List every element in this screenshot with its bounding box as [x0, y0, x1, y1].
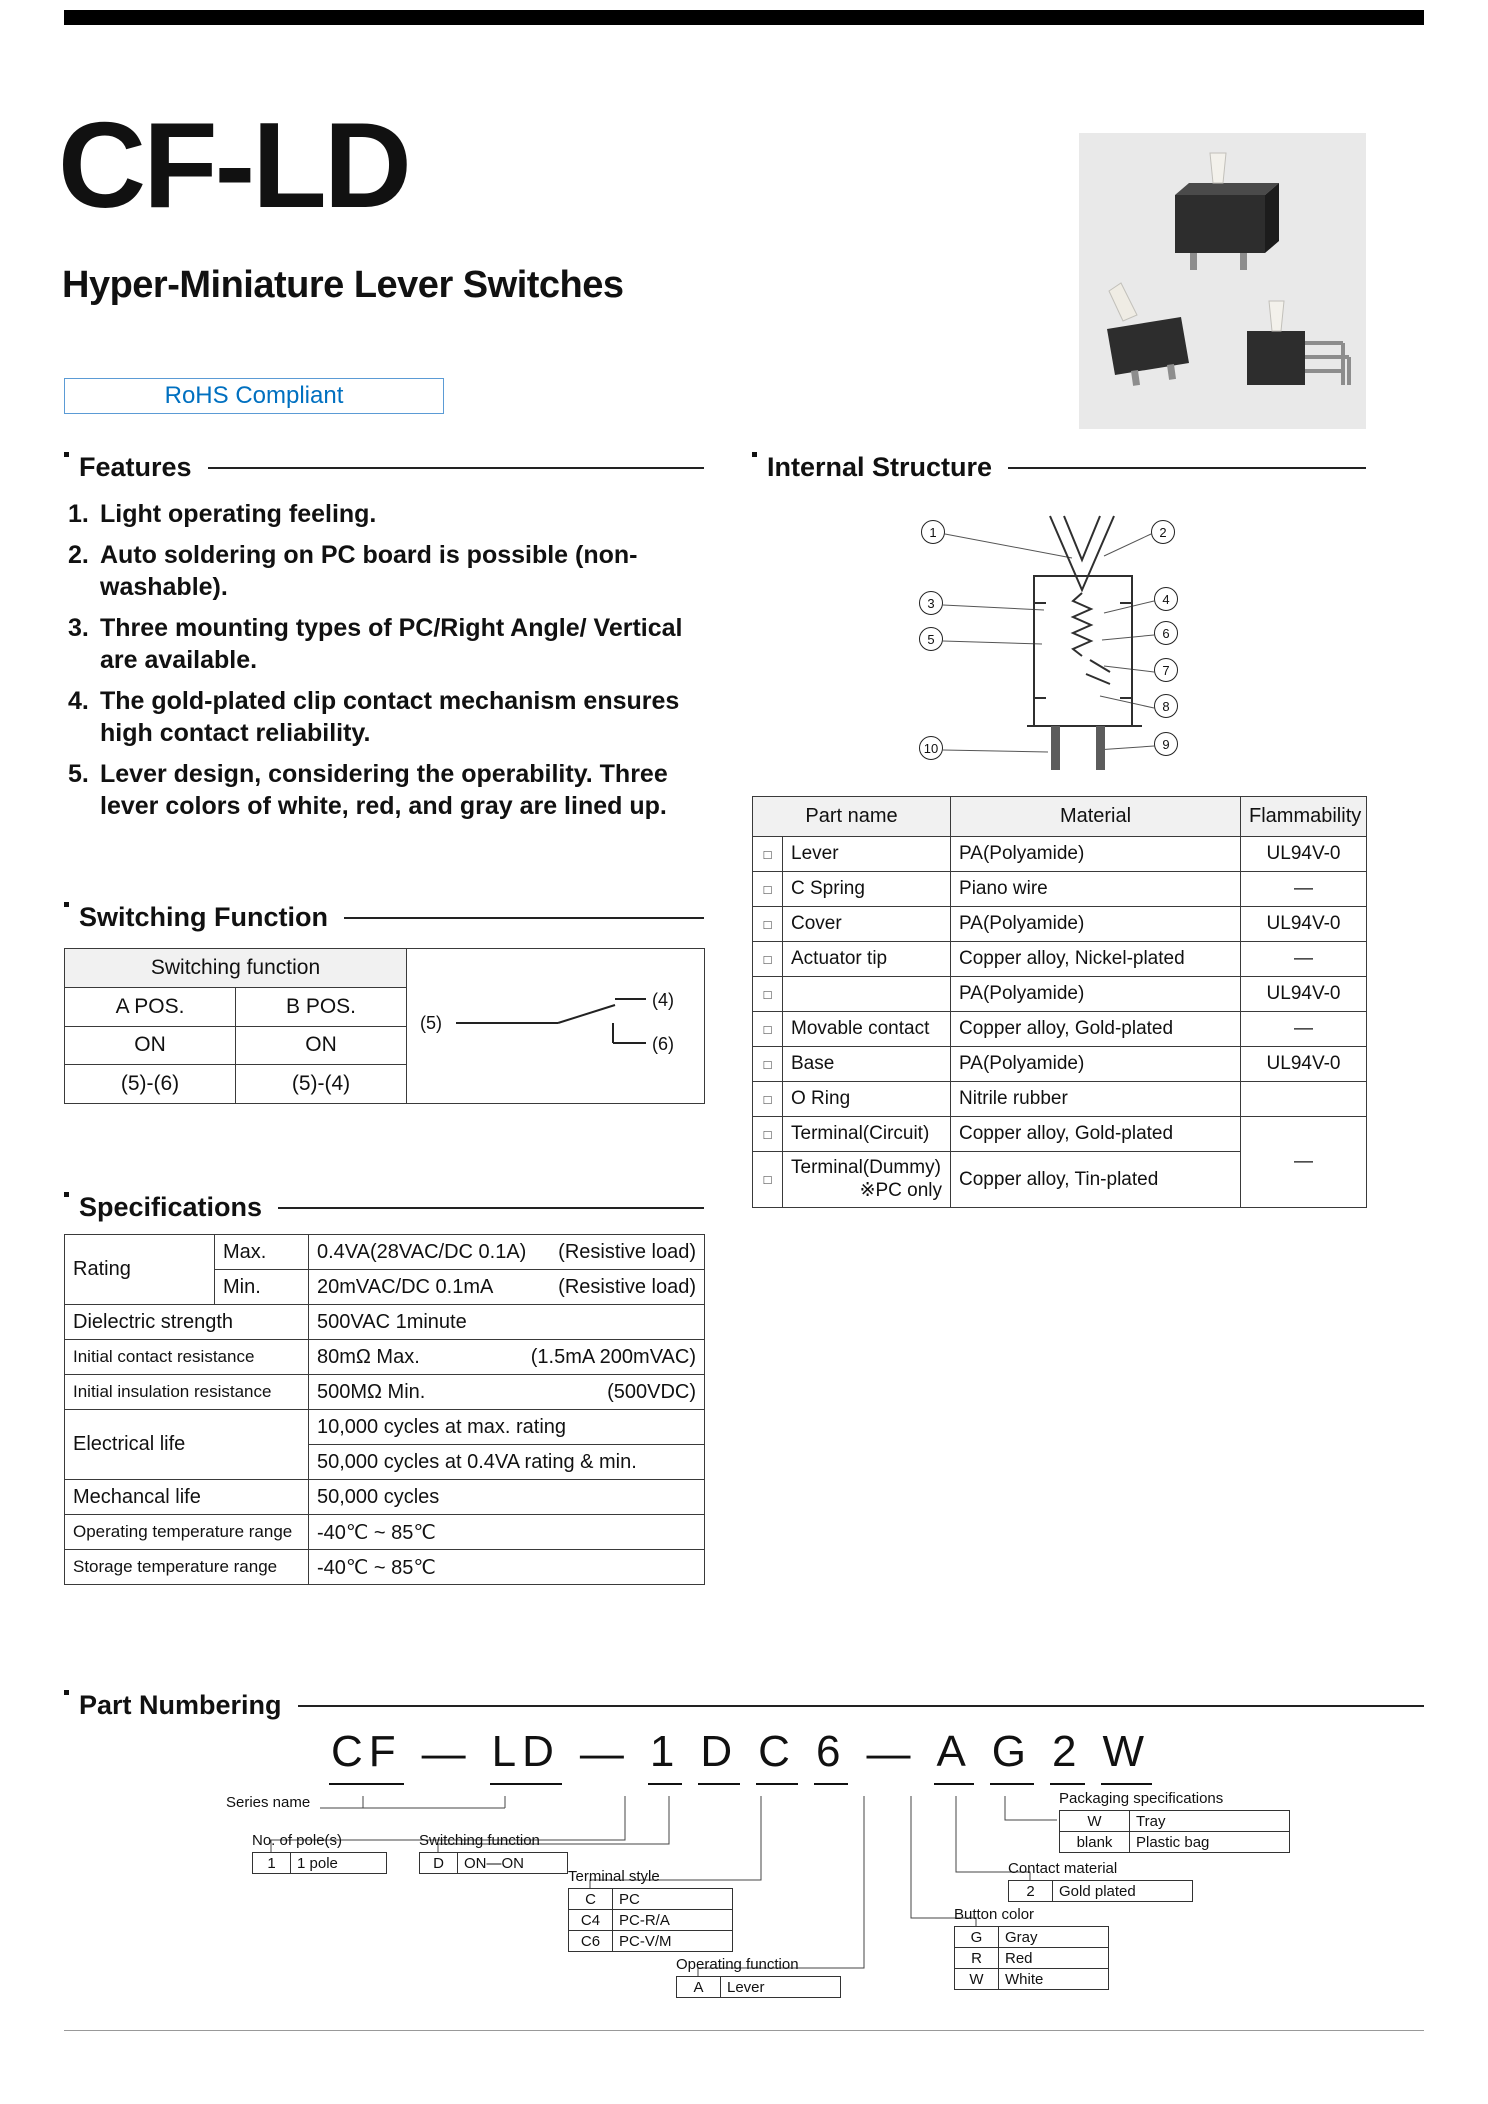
callout-5: 5	[919, 627, 943, 651]
row-marker: □	[753, 1047, 783, 1082]
row-marker: □	[753, 1152, 783, 1208]
table-row	[569, 1910, 733, 1931]
code-segment: 2	[1050, 1730, 1084, 1785]
table-row	[65, 1375, 705, 1410]
table-row	[65, 1340, 705, 1375]
part-name: Terminal(Circuit)	[783, 1117, 951, 1152]
table-row	[65, 1305, 705, 1340]
feature-text: The gold-plated clip contact mechanism ensures high contact reliability.	[100, 686, 680, 747]
part-name	[783, 1152, 951, 1208]
internal-structure-diagram	[752, 498, 1366, 790]
table-row	[65, 1480, 705, 1515]
desc-cell: PC-R/A	[613, 1910, 733, 1931]
part-name	[783, 977, 951, 1012]
mechanical-life-value: 50,000 cycles	[309, 1480, 705, 1515]
table-row	[753, 977, 1367, 1012]
callout-6: 6	[1154, 621, 1178, 645]
feature-number: 1.	[68, 500, 89, 528]
heading-bullet	[64, 1690, 69, 1695]
heading-bullet	[64, 452, 69, 457]
pos-b-pins: (5)-(4)	[236, 1065, 407, 1104]
material: Copper alloy, Gold-plated	[951, 1117, 1241, 1152]
flammability: —	[1241, 1117, 1367, 1208]
code-segment: D	[698, 1730, 740, 1785]
series-name-label: Series name	[226, 1794, 311, 1811]
code-cell: G	[955, 1927, 999, 1948]
schematic-pin5-label: (5)	[419, 1013, 442, 1033]
code-segment: G	[990, 1730, 1034, 1785]
switch-illustration	[1079, 133, 1366, 429]
contact-material-label: Contact material	[1008, 1860, 1118, 1877]
part-name: Cover	[783, 907, 951, 942]
code-segment: CF	[329, 1730, 404, 1785]
flammability: —	[1241, 872, 1367, 907]
part-name: Actuator tip	[783, 942, 951, 977]
table-row	[420, 1853, 568, 1874]
callout-3: 3	[919, 591, 943, 615]
row-marker: □	[753, 1082, 783, 1117]
col-material: Material	[951, 797, 1241, 837]
flammability: UL94V-0	[1241, 977, 1367, 1012]
contact-resistance-value	[309, 1340, 705, 1375]
feature-item	[68, 758, 698, 823]
code-cell: 1	[253, 1853, 291, 1874]
switching-label: Switching function	[419, 1832, 540, 1849]
insulation-resistance-value	[309, 1375, 705, 1410]
min-value	[309, 1270, 705, 1305]
top-rule	[64, 10, 1424, 25]
feature-text: Three mounting types of PC/Right Angle/ Vertical are available.	[100, 613, 683, 674]
feature-number: 5.	[68, 759, 89, 788]
table-row	[955, 1948, 1109, 1969]
row-marker: □	[753, 907, 783, 942]
product-series-title: CF-LD	[58, 97, 409, 233]
schematic-pin4-label: (4)	[651, 990, 674, 1010]
desc-cell: Red	[999, 1948, 1109, 1969]
table-row	[569, 1931, 733, 1952]
contact-resistance-label: Initial contact resistance	[65, 1340, 309, 1375]
code-cell: C4	[569, 1910, 613, 1931]
table-row	[753, 837, 1367, 872]
pos-a-pins: (5)-(6)	[65, 1065, 236, 1104]
part-name: Movable contact	[783, 1012, 951, 1047]
code-segment: W	[1101, 1730, 1153, 1785]
poles-table	[252, 1852, 387, 1874]
switching-table	[419, 1852, 568, 1874]
col-part-name: Part name	[753, 797, 951, 837]
heading-rule	[344, 917, 704, 919]
feature-number: 3.	[68, 613, 89, 642]
part-name: Lever	[783, 837, 951, 872]
callout-4: 4	[1154, 587, 1178, 611]
flammability: —	[1241, 942, 1367, 977]
poles-label: No. of pole(s)	[252, 1832, 343, 1849]
insulation-resistance-note: (500VDC)	[607, 1380, 696, 1403]
features-list	[68, 498, 698, 831]
pos-a-state: ON	[65, 1026, 236, 1065]
heading-bullet	[64, 1192, 69, 1197]
button-color-table	[954, 1926, 1109, 1990]
row-marker: □	[753, 977, 783, 1012]
callout-10: 10	[919, 736, 943, 760]
parts-material-table	[752, 796, 1367, 1208]
row-marker: □	[753, 1012, 783, 1047]
max-value	[309, 1235, 705, 1270]
callout-2: 2	[1151, 520, 1175, 544]
storage-temp-label: Storage temperature range	[65, 1550, 309, 1585]
flammability	[1241, 1082, 1367, 1117]
internal-structure-heading-label: Internal Structure	[767, 452, 993, 482]
desc-cell: Plastic bag	[1130, 1832, 1290, 1853]
heading-rule	[298, 1705, 1424, 1707]
part-numbering-section	[64, 1690, 1424, 2030]
material: PA(Polyamide)	[951, 907, 1241, 942]
product-photo	[1079, 133, 1366, 429]
row-marker: □	[753, 1117, 783, 1152]
part-name-line1: Terminal(Dummy)	[791, 1157, 941, 1178]
code-dash: —	[866, 1729, 917, 1778]
part-name: Base	[783, 1047, 951, 1082]
switching-function-title-cell: Switching function	[65, 949, 407, 988]
bottom-rule	[64, 2030, 1424, 2031]
table-row	[1009, 1881, 1193, 1902]
code-cell: A	[677, 1977, 721, 1998]
table-row	[65, 949, 705, 988]
feature-number: 2.	[68, 540, 89, 569]
table-row	[753, 1117, 1367, 1152]
electrical-life-label: Electrical life	[65, 1410, 309, 1480]
material: Copper alloy, Gold-plated	[951, 1012, 1241, 1047]
desc-cell: PC	[613, 1889, 733, 1910]
schematic-pin6-label: (6)	[651, 1034, 674, 1054]
min-value-main: 20mVAC/DC 0.1mA	[317, 1275, 494, 1298]
part-numbering-heading	[64, 1690, 1424, 1721]
table-row	[253, 1853, 387, 1874]
code-segment: 6	[814, 1730, 848, 1785]
part-name: C Spring	[783, 872, 951, 907]
button-color-label: Button color	[954, 1906, 1035, 1923]
table-row	[955, 1927, 1109, 1948]
terminal-style-table	[568, 1888, 733, 1952]
packaging-table	[1059, 1810, 1290, 1853]
rating-label: Rating	[65, 1235, 215, 1305]
dielectric-value: 500VAC 1minute	[309, 1305, 705, 1340]
feature-text: Lever design, considering the operability. Three lever colors of white, red, and gray are lined up.	[100, 759, 668, 820]
table-row	[1060, 1832, 1290, 1853]
contact-resistance-note: (1.5mA 200mVAC)	[530, 1345, 696, 1368]
code-segment: 1	[648, 1730, 682, 1785]
terminal-style-label: Terminal style	[568, 1868, 660, 1885]
callout-7: 7	[1154, 658, 1178, 682]
feature-item	[68, 539, 698, 604]
heading-rule	[278, 1207, 704, 1209]
max-label: Max.	[215, 1235, 309, 1270]
table-row	[753, 1012, 1367, 1047]
code-segment: C	[756, 1730, 798, 1785]
switching-function-heading	[64, 902, 704, 933]
table-row	[753, 1047, 1367, 1082]
material: PA(Polyamide)	[951, 837, 1241, 872]
material: Copper alloy, Tin-plated	[951, 1152, 1241, 1208]
table-row	[65, 1550, 705, 1585]
product-subtitle: Hyper-Miniature Lever Switches	[62, 264, 624, 306]
packaging-label: Packaging specifications	[1059, 1790, 1224, 1807]
material: Nitrile rubber	[951, 1082, 1241, 1117]
code-cell: C6	[569, 1931, 613, 1952]
row-marker: □	[753, 942, 783, 977]
min-label: Min.	[215, 1270, 309, 1305]
operating-function-table	[676, 1976, 841, 1998]
contact-resistance-main: 80mΩ Max.	[317, 1345, 420, 1368]
contact-material-table	[1008, 1880, 1193, 1902]
feature-item	[68, 612, 698, 677]
circuit-schematic-cell	[407, 949, 705, 1104]
insulation-resistance-label: Initial insulation resistance	[65, 1375, 309, 1410]
dielectric-label: Dielectric strength	[65, 1305, 309, 1340]
code-cell: blank	[1060, 1832, 1130, 1853]
operating-temp-label: Operating temperature range	[65, 1515, 309, 1550]
part-numbering-heading-label: Part Numbering	[79, 1690, 282, 1720]
storage-temp-value: -40℃ ~ 85℃	[309, 1550, 705, 1585]
rohs-badge	[64, 378, 444, 414]
flammability: —	[1241, 1012, 1367, 1047]
table-row	[569, 1889, 733, 1910]
desc-cell: Gray	[999, 1927, 1109, 1948]
table-row	[955, 1969, 1109, 1990]
max-value-main: 0.4VA(28VAC/DC 0.1A)	[317, 1240, 527, 1263]
desc-cell: 1 pole	[291, 1853, 387, 1874]
pos-a-header: A POS.	[65, 987, 236, 1026]
callout-1: 1	[921, 520, 945, 544]
code-cell: W	[955, 1969, 999, 1990]
min-value-note: (Resistive load)	[558, 1275, 696, 1298]
pos-b-header: B POS.	[236, 987, 407, 1026]
code-dash: —	[579, 1729, 630, 1778]
code-cell: C	[569, 1889, 613, 1910]
row-marker: □	[753, 837, 783, 872]
insulation-resistance-main: 500MΩ Min.	[317, 1380, 426, 1403]
callout-8: 8	[1154, 694, 1178, 718]
table-header-row	[753, 797, 1367, 837]
specifications-heading-label: Specifications	[79, 1192, 263, 1222]
spdt-circuit-schematic	[408, 949, 704, 1097]
operating-temp-value: -40℃ ~ 85℃	[309, 1515, 705, 1550]
feature-number: 4.	[68, 686, 89, 715]
row-marker: □	[753, 872, 783, 907]
code-dash: —	[421, 1729, 472, 1778]
heading-bullet	[752, 452, 757, 457]
material: PA(Polyamide)	[951, 977, 1241, 1012]
specifications-table	[64, 1234, 705, 1585]
feature-text: Auto soldering on PC board is possible (non-washable).	[100, 540, 638, 601]
desc-cell: White	[999, 1969, 1109, 1990]
material: Piano wire	[951, 872, 1241, 907]
code-cell: R	[955, 1948, 999, 1969]
table-row	[753, 942, 1367, 977]
operating-function-label: Operating function	[676, 1956, 799, 1973]
feature-item	[68, 685, 698, 750]
code-segment: LD	[490, 1730, 562, 1785]
table-row	[65, 1515, 705, 1550]
switching-function-table	[64, 948, 705, 1104]
heading-rule	[208, 467, 704, 469]
table-row	[677, 1977, 841, 1998]
switching-function-heading-label: Switching Function	[79, 902, 328, 932]
code-cell: W	[1060, 1811, 1130, 1832]
features-heading	[64, 452, 704, 483]
switch-cutaway-drawing	[752, 498, 1366, 792]
mechanical-life-label: Mechancal life	[65, 1480, 309, 1515]
desc-cell: ON—ON	[458, 1853, 568, 1874]
internal-structure-heading	[752, 452, 1366, 483]
heading-rule	[1008, 467, 1366, 469]
rohs-badge-label: RoHS Compliant	[164, 382, 344, 409]
flammability: UL94V-0	[1241, 907, 1367, 942]
part-name-note: ※PC only	[859, 1180, 943, 1201]
flammability: UL94V-0	[1241, 837, 1367, 872]
table-row	[753, 1082, 1367, 1117]
table-row	[65, 1235, 705, 1270]
desc-cell: PC-V/M	[613, 1931, 733, 1952]
table-row	[753, 872, 1367, 907]
max-value-note: (Resistive load)	[558, 1240, 696, 1263]
code-cell: 2	[1009, 1881, 1053, 1902]
material: Copper alloy, Nickel-plated	[951, 942, 1241, 977]
specifications-heading	[64, 1192, 704, 1223]
table-row	[65, 1410, 705, 1445]
code-cell: D	[420, 1853, 458, 1874]
table-row	[753, 907, 1367, 942]
col-flammability: Flammability	[1241, 797, 1367, 837]
table-row	[1060, 1811, 1290, 1832]
code-segment: A	[934, 1730, 973, 1785]
feature-text: Light operating feeling.	[100, 500, 377, 528]
part-number-code	[329, 1727, 1152, 1785]
desc-cell: Lever	[721, 1977, 841, 1998]
feature-item	[68, 498, 698, 531]
material: PA(Polyamide)	[951, 1047, 1241, 1082]
heading-bullet	[64, 902, 69, 907]
electrical-life-value-1: 10,000 cycles at max. rating	[309, 1410, 705, 1445]
flammability: UL94V-0	[1241, 1047, 1367, 1082]
desc-cell: Gold plated	[1053, 1881, 1193, 1902]
callout-9: 9	[1154, 732, 1178, 756]
features-heading-label: Features	[79, 452, 192, 482]
pos-b-state: ON	[236, 1026, 407, 1065]
part-name: O Ring	[783, 1082, 951, 1117]
electrical-life-value-2: 50,000 cycles at 0.4VA rating & min.	[309, 1445, 705, 1480]
desc-cell: Tray	[1130, 1811, 1290, 1832]
